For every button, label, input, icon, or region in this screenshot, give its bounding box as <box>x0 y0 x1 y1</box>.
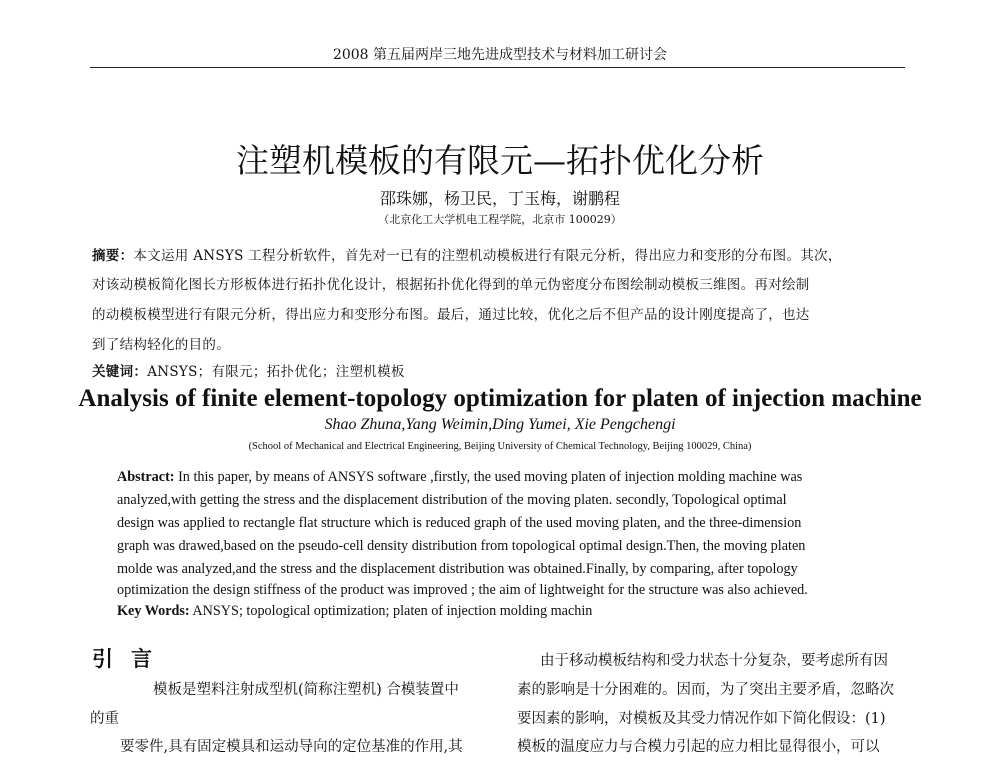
english-affiliation: (School of Mechanical and Electrical Engineering, Beijing University of Chemical Technology, Beijing 100029, China) <box>248 441 752 452</box>
keywords-en <box>117 603 592 620</box>
abstract-en-line: analyzed,with getting the stress and the displacement distribution of the moving platen. secondly, Topological optimal <box>117 492 787 508</box>
running-header: 2008 第五届两岸三地先进成型技术与材料加工研讨会 <box>332 47 668 63</box>
abstract-en-label: Abstract: <box>117 469 175 485</box>
abstract-en-line: graph was drawed,based on the pseudo-cell density distribution from topological optimal design.Then, the moving platen <box>117 538 806 554</box>
right-col-line: 由于移动模板结构和受力状态十分复杂，要考虑所有因 <box>540 653 888 669</box>
abstract-cn-line: 对该动模板简化图长方形板体进行拓扑优化设计，根据拓扑优化得到的单元伪密度分布图绘制动模板三维图。再对绘制 <box>92 277 810 293</box>
left-col-line: 要零件,具有固定模具和运动导向的定位基准的作用,其 <box>120 739 463 755</box>
abstract-en-line: molde was analyzed,and the stress and the displacement distribution was obtained.Finally, by comparing, after topology <box>117 561 798 577</box>
keywords-en-text: ANSYS; topological optimization; platen of injection molding machin <box>189 603 593 619</box>
right-col-line: 模板的温度应力与合模力引起的应力相比显得很小，可以 <box>517 739 880 755</box>
english-title: Analysis of finite element-topology optimization for platen of injection machine <box>78 385 922 412</box>
affiliation: （北京化工大学机电工程学院，北京市 100029） <box>378 213 622 226</box>
right-col-line: 素的影响是十分困难的。因而，为了突出主要矛盾，忽略次 <box>517 682 894 698</box>
english-authors: Shao Zhuna,Yang Weimin,Ding Yumei, Xie Pengchengi <box>324 416 676 433</box>
header-rule <box>90 67 905 68</box>
keywords-cn-label: 关键词： <box>92 364 148 380</box>
paper-title: 注塑机模板的有限元—拓扑优化分析 <box>236 141 764 180</box>
abstract-cn-line: 到了结构轻化的目的。 <box>92 337 230 353</box>
abstract-en-text: In this paper, by means of ANSYS software ,firstly, the used moving platen of injection molding machine was <box>174 469 803 485</box>
abstract-cn-line: 的动模板模型进行有限元分析，得出应力和变形分布图。最后，通过比较，优化之后不但产品的设计刚度提高了，也达 <box>92 307 810 323</box>
intro-heading: 引言 <box>92 647 170 671</box>
left-col-line: 的重 <box>90 711 119 727</box>
abstract-en-line: design was applied to rectangle flat structure which is reduced graph of the used moving platen, and the three-dimension <box>117 515 802 531</box>
left-col-line: 模板是塑料注射成型机(简称注塑机) 合模装置中 <box>153 682 459 698</box>
keywords-en-label: Key Words: <box>117 603 190 619</box>
abstract-en-line: optimization the design stiffness of the product was improved ; the aim of lightweight for the structure was also achieved. <box>117 582 808 598</box>
abstract-cn-line <box>92 244 842 264</box>
keywords-cn-text: ANSYS；有限元；拓扑优化；注塑机模板 <box>147 364 405 380</box>
abstract-en-line <box>117 469 802 486</box>
abstract-cn-label: 摘要： <box>92 248 134 264</box>
authors: 邵珠娜，杨卫民，丁玉梅，谢鹏程 <box>379 189 620 208</box>
right-col-line: 要因素的影响，对模板及其受力情况作如下简化假设：(1) <box>517 711 886 727</box>
keywords-cn <box>92 360 405 380</box>
abstract-cn-text: 本文运用 ANSYS 工程分析软件，首先对一已有的注塑机动模板进行有限元分析，得出应力和变形的分布图。其次， <box>133 248 842 264</box>
